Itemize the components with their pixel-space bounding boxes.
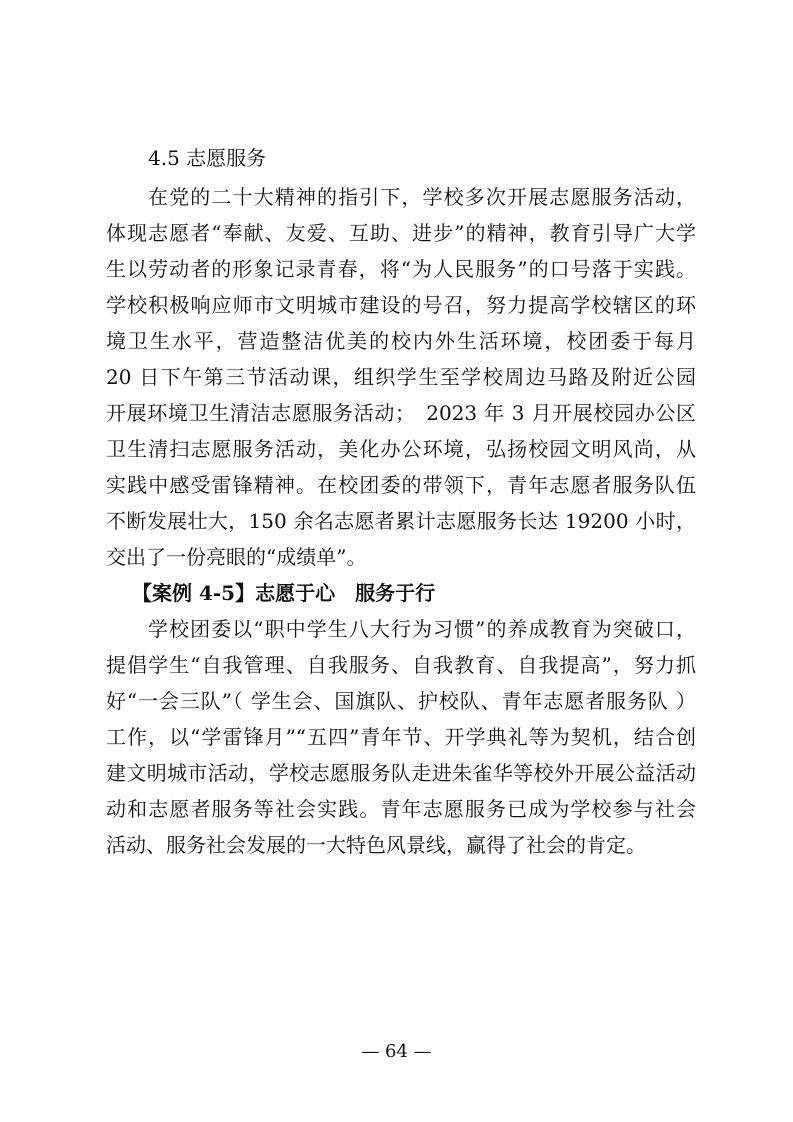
paragraph-line: 动和志愿者服务等社会实践。青年志愿服务已成为学校参与社会 — [106, 797, 696, 821]
paragraph-line: 不断发展壮大，150 余名志愿者累计志愿服务长达 19200 小时， — [106, 509, 696, 533]
paragraph-line: 好“一会三队”（ 学生会、国旗队、护校队、青年志愿者服务队 ） — [106, 689, 696, 713]
paragraph-line: 体现志愿者“奉献、友爱、互助、进步”的精神，教育引导广大学 — [106, 221, 696, 245]
paragraph-line: 建文明城市活动，学校志愿服务队走进朱雀华等校外开展公益活动 — [106, 761, 696, 785]
paragraph-volunteer-service — [106, 179, 696, 575]
page-number: — 64 — — [361, 1041, 432, 1062]
paragraph-line: 20 日下午第三节活动课，组织学生至学校周边马路及附近公园 — [106, 365, 696, 389]
paragraph-line: 工作，以“学雷锋月”“五四”青年节、开学典礼等为契机，结合创 — [106, 725, 696, 749]
paragraph-line: 实践中感受雷锋精神。在校团委的带领下，青年志愿者服务队伍 — [106, 473, 696, 497]
paragraph-line: 生以劳动者的形象记录青春，将“为人民服务”的口号落于实践。 — [106, 257, 696, 281]
paragraph-line: 在党的二十大精神的指引下，学校多次开展志愿服务活动， — [148, 185, 696, 209]
paragraph-line: 境卫生水平，营造整洁优美的校内外生活环境，校团委于每月 — [106, 329, 696, 353]
paragraph-line: 提倡学生“自我管理、自我服务、自我教育、自我提高”，努力抓 — [106, 653, 696, 677]
section-heading: 4.5 志愿服务 — [148, 146, 267, 170]
case-heading: 【案例 4-5】志愿于心 服务于行 — [132, 581, 436, 605]
paragraph-line: 开展环境卫生清洁志愿服务活动； 2023 年 3 月开展校园办公区 — [106, 401, 696, 425]
paragraph-line: 交出了一份亮眼的“成绩单”。 — [106, 545, 367, 569]
paragraph-line: 卫生清扫志愿服务活动，美化办公环境，弘扬校园文明风尚，从 — [106, 437, 696, 461]
paragraph-line: 学校团委以“职中学生八大行为习惯”的养成教育为突破口， — [148, 617, 696, 641]
paragraph-case-study — [106, 611, 696, 863]
page-content — [106, 137, 696, 863]
paragraph-line: 学校积极响应师市文明城市建设的号召，努力提高学校辖区的环 — [106, 293, 696, 317]
paragraph-line: 活动、服务社会发展的一大特色风景线，赢得了社会的肯定。 — [106, 833, 646, 857]
